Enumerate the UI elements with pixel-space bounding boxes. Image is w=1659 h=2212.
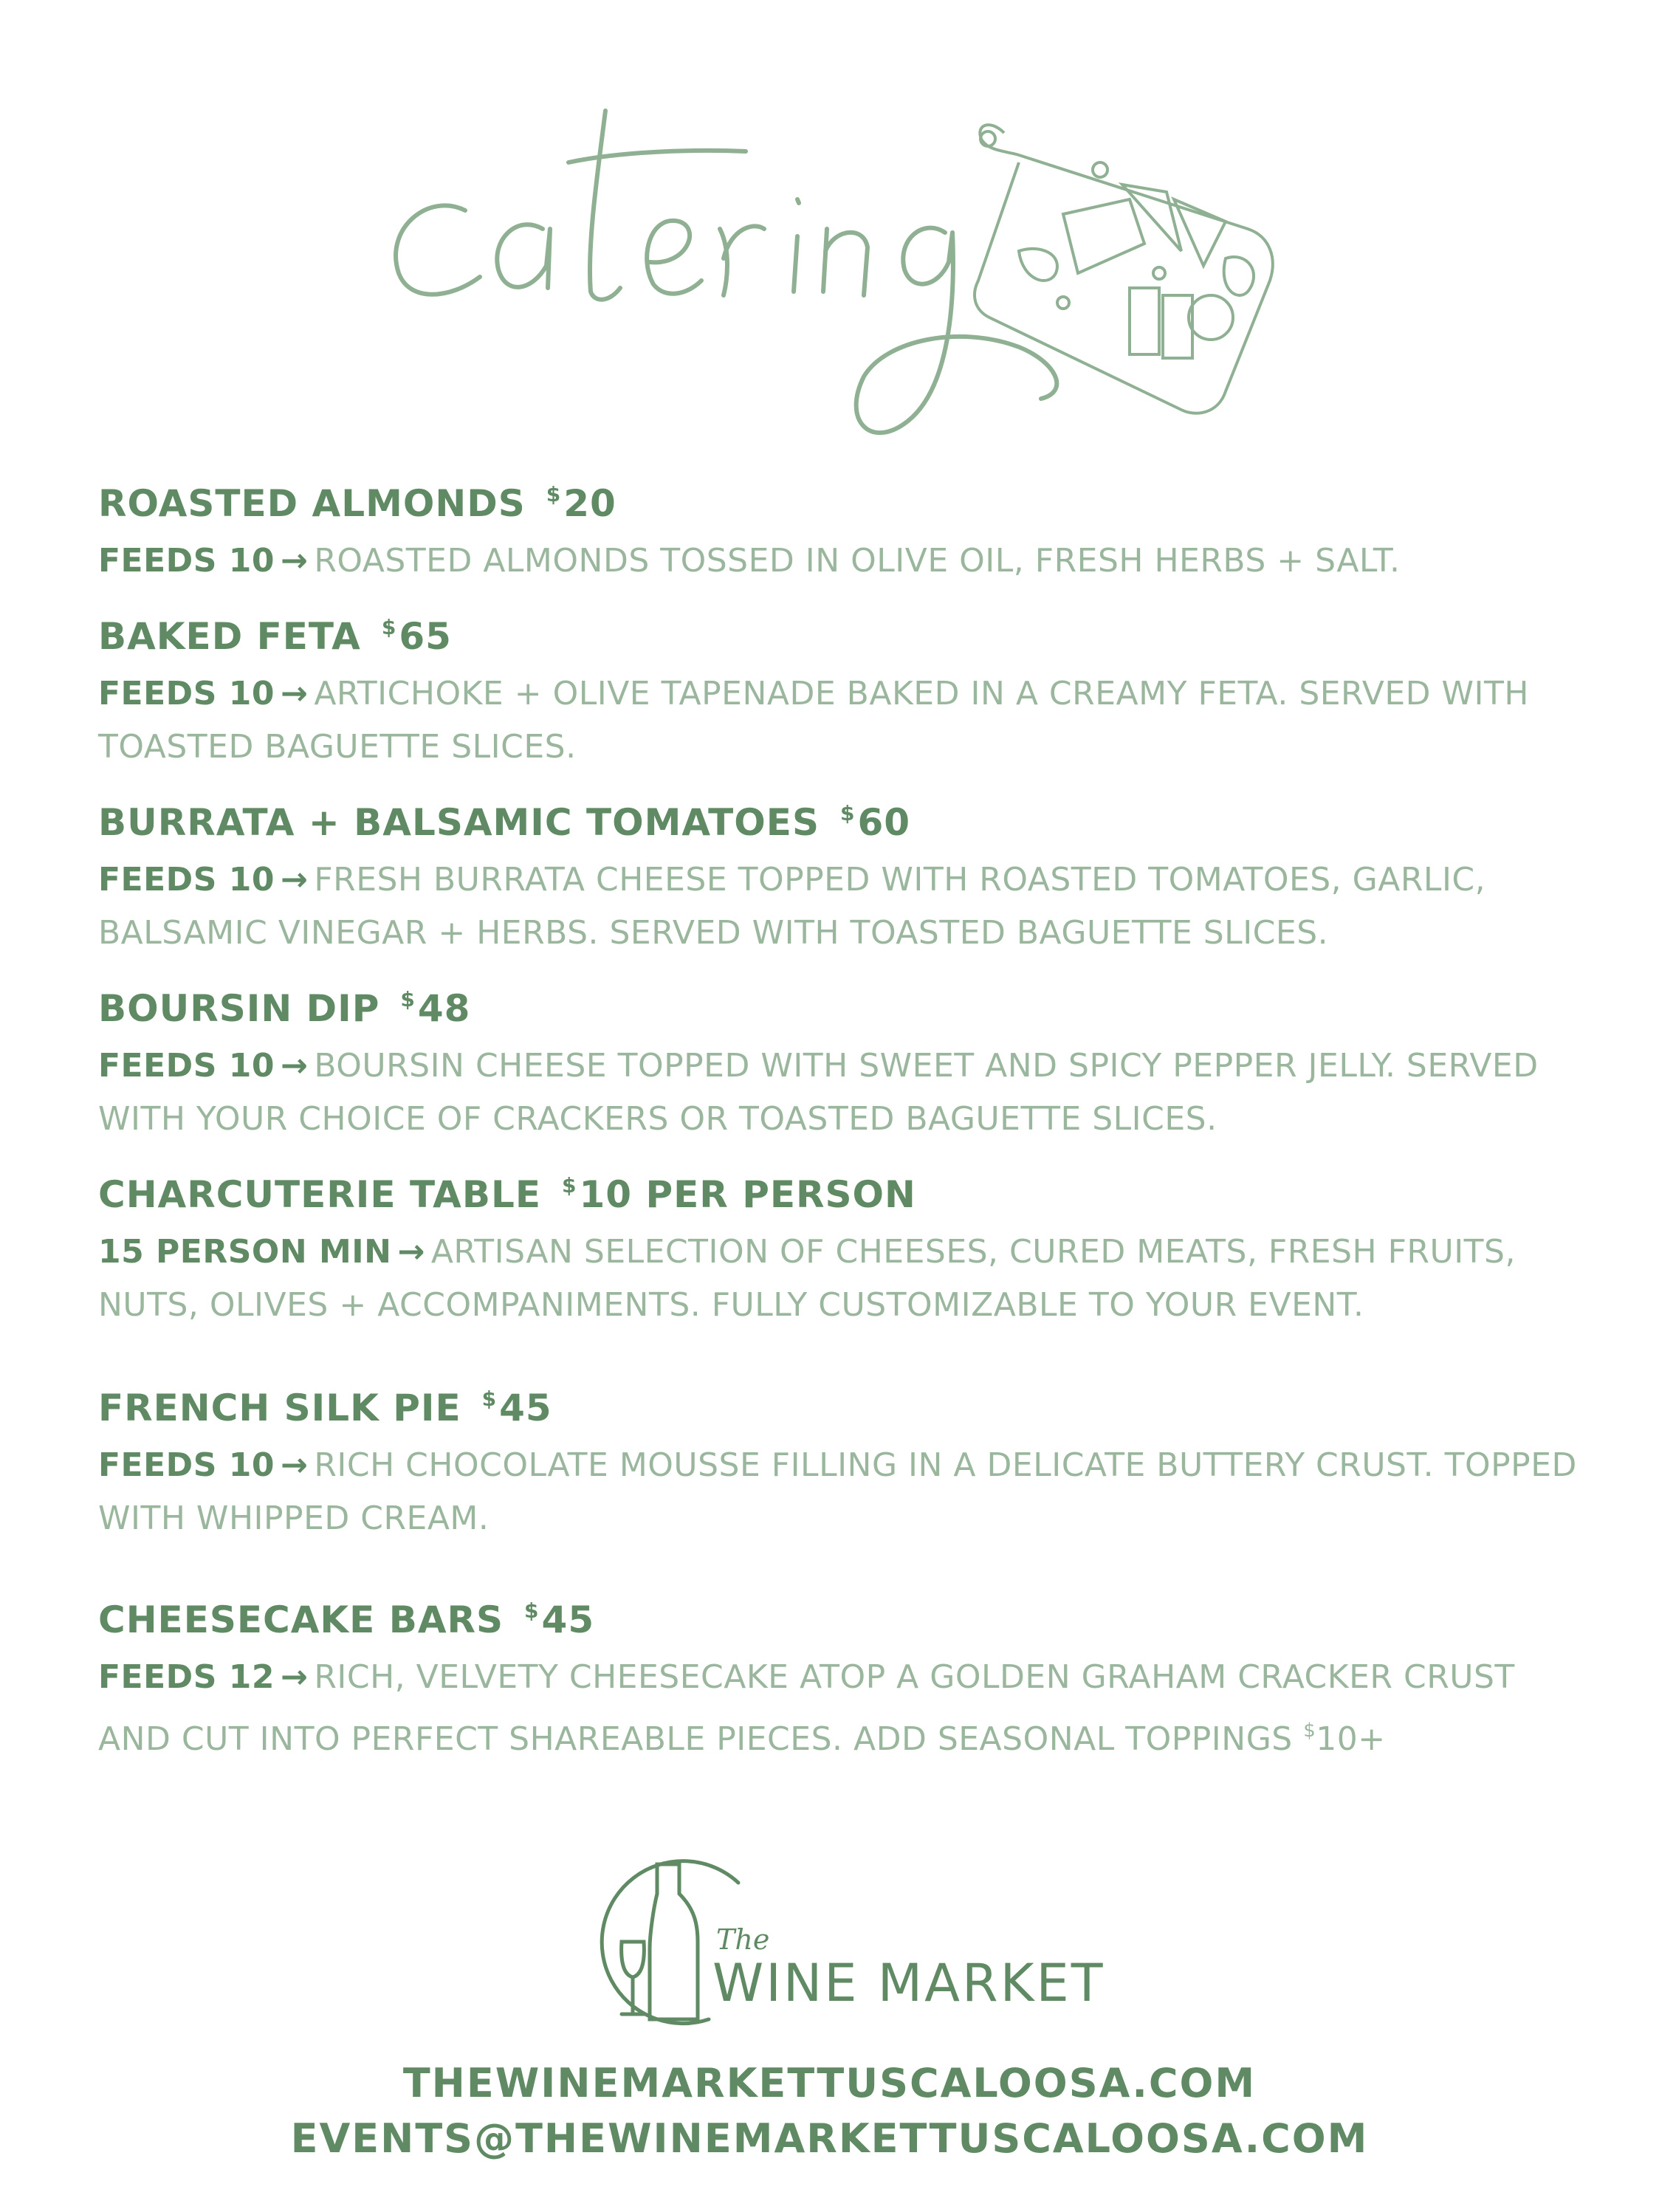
catering-script-title xyxy=(354,81,1314,480)
website-text: THEWINEMARKETTUSCALOOSA.COM xyxy=(402,2060,1257,2106)
item-title: BURRATA + BALSAMIC TOMATOES $60 xyxy=(98,801,911,844)
item-description: FEEDS 10 → RICH CHOCOLATE MOUSSE FILLING IN A DELICATE BUTTERY CRUST. TOPPED WITH WHIPPED CREAM. xyxy=(98,1446,1577,1537)
item-description: FEEDS 10 → ROASTED ALMONDS TOSSED IN OLIVE OIL, FRESH HERBS + SALT. xyxy=(98,542,1401,580)
item-price: $45 xyxy=(524,1598,595,1641)
item-title: BAKED FETA $65 xyxy=(98,615,452,658)
catering-header xyxy=(354,81,1314,480)
item-price: $45 xyxy=(481,1387,552,1429)
menu-item xyxy=(98,1377,1590,1545)
arrow-icon: → xyxy=(280,861,309,899)
menu-item xyxy=(98,791,1590,960)
charcuterie-board-icon xyxy=(975,125,1273,413)
menu-item xyxy=(98,605,1590,774)
item-title: ROASTED ALMONDS $20 xyxy=(98,482,616,525)
logo-main-text: WINE MARKET xyxy=(712,1953,1105,2013)
item-price: $48 xyxy=(400,987,471,1030)
arrow-icon: → xyxy=(280,1658,309,1696)
item-title: FRENCH SILK PIE $45 xyxy=(98,1387,552,1429)
item-price: $65 xyxy=(381,615,452,658)
item-description: FEEDS 10 → ARTICHOKE + OLIVE TAPENADE BAKED IN A CREAMY FETA. SERVED WITH TOASTED BAGUETTE SLICES. xyxy=(98,675,1529,766)
item-description: FEEDS 12 → RICH, VELVETY CHEESECAKE ATOP A GOLDEN GRAHAM CRACKER CRUST AND CUT INTO PERFECT SHAREABLE PIECES. ADD SEASONAL TOPPINGS $10+ xyxy=(98,1658,1515,1758)
menu-item xyxy=(98,978,1590,1146)
item-price: $60 xyxy=(839,801,911,844)
topping-price: $10+ xyxy=(1303,1720,1386,1758)
item-description: FEEDS 10 → BOURSIN CHEESE TOPPED WITH SWEET AND SPICY PEPPER JELLY. SERVED WITH YOUR CHOICE OF CRACKERS OR TOASTED BAGUETTE SLICES. xyxy=(98,1047,1539,1138)
menu-item xyxy=(98,473,1590,588)
item-title: CHEESECAKE BARS $45 xyxy=(98,1598,595,1641)
arrow-icon: → xyxy=(280,542,309,580)
arrow-icon: → xyxy=(280,675,309,712)
item-description: 15 PERSON MIN → ARTISAN SELECTION OF CHEESES, CURED MEATS, FRESH FRUITS, NUTS, OLIVES + ACCOMPANIMENTS. FULLY CUSTOMIZABLE TO YOUR EVENT. xyxy=(98,1233,1516,1324)
email-text: EVENTS@THEWINEMARKETTUSCALOOSA.COM xyxy=(290,2115,1369,2162)
item-price: $10 PER PERSON xyxy=(562,1173,916,1216)
menu-item xyxy=(98,1589,1590,1766)
logo-small-text: The xyxy=(716,1923,770,1956)
arrow-icon: → xyxy=(280,1446,309,1484)
item-title: CHARCUTERIE TABLE $10 PER PERSON xyxy=(98,1173,916,1216)
arrow-icon: → xyxy=(397,1233,425,1271)
item-title: BOURSIN DIP $48 xyxy=(98,987,471,1030)
item-description: FEEDS 10 → FRESH BURRATA CHEESE TOPPED WITH ROASTED TOMATOES, GARLIC, BALSAMIC VINEGAR + HERBS. SERVED WITH TOASTED BAGUETTE SLICES. xyxy=(98,861,1486,952)
wine-market-logo xyxy=(576,1853,1105,2030)
arrow-icon: → xyxy=(280,1047,309,1085)
menu-item xyxy=(98,1164,1590,1332)
item-price: $20 xyxy=(546,482,616,525)
